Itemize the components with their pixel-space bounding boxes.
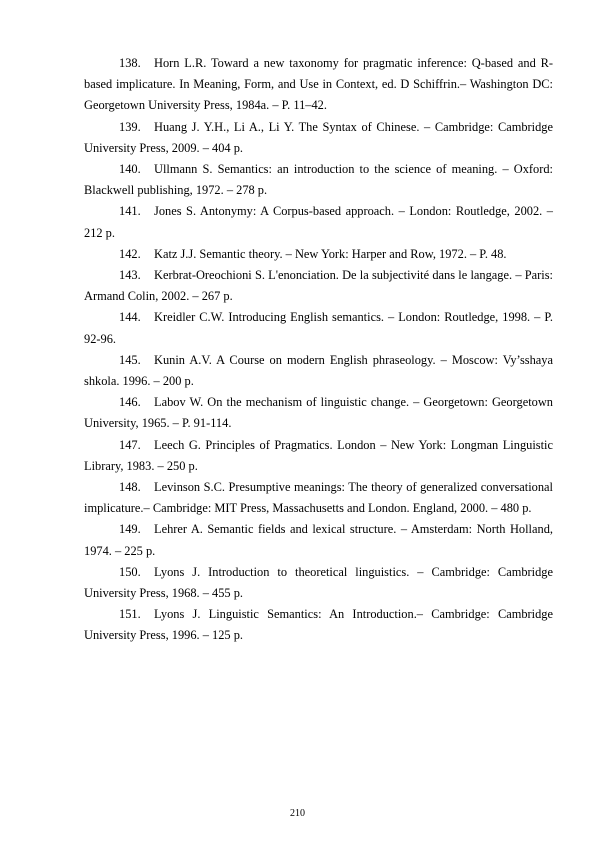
reference-item xyxy=(84,265,553,307)
reference-number: 142. xyxy=(119,246,141,261)
reference-text: Lyons J. Linguistic Semantics: An Introduction.– Cambridge: Cambridge University Press, 1996. – 125 p. xyxy=(84,607,553,643)
reference-text: Kunin A.V. A Course on modern English phraseology. – Moscow: Vy’sshaya shkola. 1996. – 200 p. xyxy=(84,352,553,389)
reference-text: Levinson S.C. Presumptive meanings: The theory of generalized conversational implicature.– Cambridge: MIT Press, Massachusetts and London. England, 2000. – 480 p. xyxy=(84,480,553,516)
page-number: 210 xyxy=(290,808,305,819)
reference-number: 146. xyxy=(119,395,141,410)
reference-number: 138. xyxy=(119,56,141,70)
reference-text: Leech G. Principles of Pragmatics. London – New York: Longman Linguistic Library, 1983. – 250 p. xyxy=(84,437,553,473)
reference-item xyxy=(84,519,553,561)
reference-number: 147. xyxy=(119,437,141,452)
reference-text: Jones S. Antonymy: A Corpus-based approach. – London: Routledge, 2002. – 212 p. xyxy=(84,204,553,240)
reference-number: 148. xyxy=(119,480,141,495)
reference-text: Huang J. Y.H., Li A., Li Y. The Syntax of Chinese. – Cambridge: Cambridge University Press, 2009. – 404 p. xyxy=(84,119,553,155)
reference-item xyxy=(84,117,553,159)
reference-text: Lehrer A. Semantic fields and lexical structure. – Amsterdam: North Holland, 1974. – 225 p. xyxy=(84,522,553,558)
reference-item xyxy=(84,604,553,646)
reference-number: 144. xyxy=(119,310,141,325)
reference-item xyxy=(84,201,553,243)
reference-item xyxy=(84,244,553,265)
reference-number: 150. xyxy=(119,564,141,579)
reference-item xyxy=(84,435,553,477)
reference-number: 139. xyxy=(119,119,141,134)
reference-text: Kreidler C.W. Introducing English semantics. – London: Routledge, 1998. – P. 92-96. xyxy=(84,310,553,346)
reference-item xyxy=(84,562,553,604)
reference-text: Ullmann S. Semantics: an introduction to the science of meaning. – Oxford: Blackwell publishing, 1972. – 278 p. xyxy=(84,162,553,198)
reference-item xyxy=(84,307,553,349)
reference-number: 143. xyxy=(119,268,141,283)
reference-item xyxy=(84,53,553,117)
reference-number: 140. xyxy=(119,162,141,177)
reference-text: Katz J.J. Semantic theory. – New York: Harper and Row, 1972. – P. 48. xyxy=(154,246,507,261)
reference-text: Horn L.R. Toward a new taxonomy for pragmatic inference: Q-based and R-based implicature. In Meaning, Form, and Use in Context, ed. D Schiffrin.– Washington DC: Georgetown University Press, 1984a. – P. 11–42. xyxy=(84,56,553,113)
reference-text: Kerbrat-Oreochioni S. L'enonciation. De la subjectivité dans le langage. – Paris: Armand Colin, 2002. – 267 p. xyxy=(84,268,553,304)
reference-item xyxy=(84,392,553,434)
reference-text: Labov W. On the mechanism of linguistic change. – Georgetown: Georgetown University, 1965. – P. 91-114. xyxy=(84,395,553,431)
reference-number: 149. xyxy=(119,522,141,537)
reference-item xyxy=(84,159,553,201)
reference-number: 145. xyxy=(119,352,141,367)
reference-item xyxy=(84,477,553,519)
reference-number: 151. xyxy=(119,607,141,622)
reference-number: 141. xyxy=(119,204,141,219)
reference-item xyxy=(84,350,553,392)
reference-text: Lyons J. Introduction to theoretical linguistics. – Cambridge: Cambridge University Press, 1968. – 455 p. xyxy=(84,564,553,601)
reference-list xyxy=(84,53,553,647)
